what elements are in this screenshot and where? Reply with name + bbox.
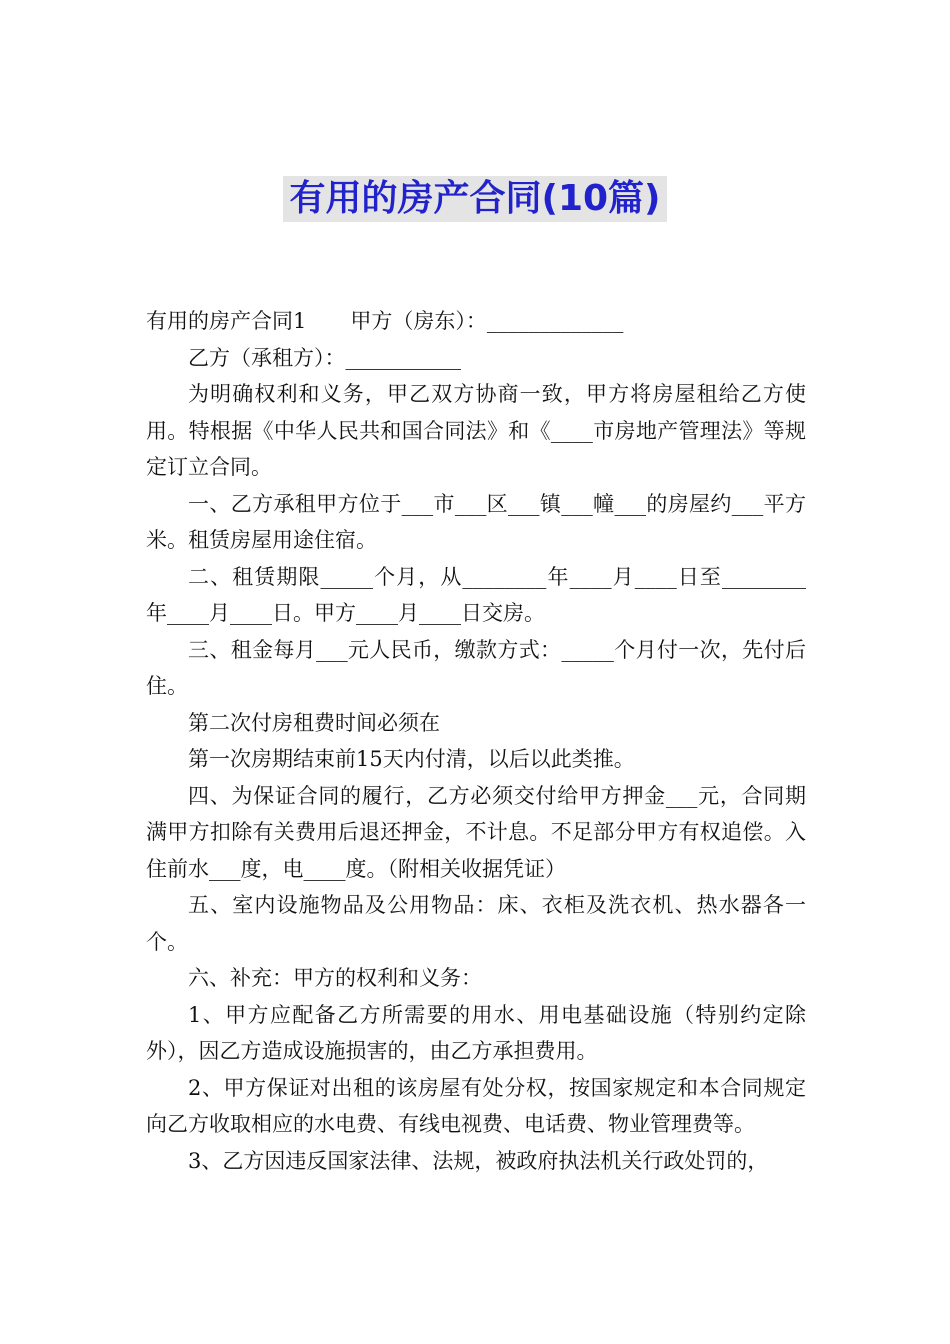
paragraph-clause-3: 三、租金每月___元人民币，缴款方式：_____个月付一次，先付后住。 xyxy=(146,637,806,698)
document-body xyxy=(146,303,806,1179)
paragraph-first-period: 第一次房期结束前15天内付清，以后以此类推。 xyxy=(188,747,635,771)
party-b-line: 乙方（承租方）：___________ xyxy=(188,345,461,370)
paragraph-clause-6: 六、补充：甲方的权利和义务： xyxy=(188,966,482,990)
paragraph-item-1: 1、甲方应配备乙方所需要的用水、用电基础设施（特别约定除外），因乙方造成设施损害的，由乙方承担费用。 xyxy=(146,1002,806,1063)
party-a-line: 甲方（房东）：_____________ xyxy=(350,309,624,333)
paragraph-clause-4: 四、为保证合同的履行，乙方必须交付给甲方押金___元，合同期满甲方扣除有关费用后退还押金，不计息。不足部分甲方有权追偿。入住前水___度，电____度。（附相关收据凭证） xyxy=(146,783,806,881)
paragraph-clause-1: 一、乙方承租甲方位于___市___区___镇___幢___的房屋约___平方米。租赁房屋用途住宿。 xyxy=(146,491,806,552)
contract-heading-line xyxy=(146,303,806,340)
paragraph-item-2: 2、甲方保证对出租的该房屋有处分权，按国家规定和本合同规定向乙方收取相应的水电费、有线电视费、电话费、物业管理费等。 xyxy=(146,1075,806,1136)
paragraph-intro: 为明确权利和义务，甲乙双方协商一致，甲方将房屋租给乙方使用。特根据《中华人民共和国合同法》和《____市房地产管理法》等规定订立合同。 xyxy=(146,382,806,479)
paragraph-clause-5: 五、室内设施物品及公用物品：床、衣柜及洗衣机、热水器各一个。 xyxy=(146,893,806,954)
document-title: 有用的房产合同(10篇) xyxy=(283,176,666,222)
title-container xyxy=(0,176,950,222)
paragraph-second-payment: 第二次付房租费时间必须在 xyxy=(188,710,440,735)
paragraph-item-3: 3、乙方因违反国家法律、法规，被政府执法机关行政处罚的， xyxy=(188,1148,769,1173)
contract-number-label: 有用的房产合同1 xyxy=(146,309,307,333)
paragraph-clause-2: 二、租赁期限_____个月，从________年____月____日至________年____月____日。甲方____月____日交房。 xyxy=(146,564,806,625)
